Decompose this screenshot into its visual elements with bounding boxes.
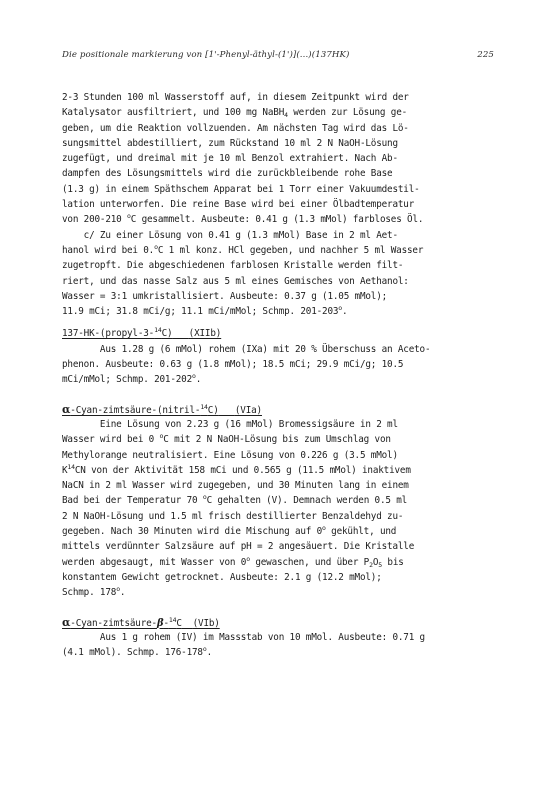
text-line: 11.9 mCi; 31.8 mCi/g; 11.1 mCi/mMol; Schmp. 201-203$^o$. bbox=[62, 304, 348, 318]
section-heading: α-Cyan-zimtsäure-(nitril-$^{14}$C) (VIa) bbox=[62, 402, 262, 416]
text-line: $K^{14}CN$ von der Aktivität 158 mCi und 0.565 g (11.5 mMol) inaktivem bbox=[62, 462, 411, 476]
text-line: Bad bei der Temperatur 70 $^o$C gehalten (V). Demnach werden 0.5 ml bbox=[62, 493, 408, 507]
body-text bbox=[62, 90, 502, 660]
text-line: zugefügt, und dreimal mit je 10 ml Benzol extrahiert. Nach Ab- bbox=[62, 153, 398, 165]
beta-symbol: β bbox=[156, 617, 164, 629]
text-line: geben, um die Reaktion vollzuenden. Am nächsten Tag wird das Lö- bbox=[62, 122, 409, 134]
text-line: lation unterworfen. Die reine Base wird bei einer Ölbadtemperatur bbox=[62, 199, 415, 211]
text-line: Wasser wird bei 0 $^o$C mit 2 N NaOH-Lösung bis zum Umschlag von bbox=[62, 432, 391, 446]
text-line: werden abgesaugt, mit Wasser von 0$^o$ gewaschen, und über $P_2O_5$ bis bbox=[62, 554, 404, 569]
text-line: Schmp. 178$^o$. bbox=[62, 585, 126, 599]
text-line: riert, und das nasse Salz aus 5 ml eines Gemisches von Aethanol: bbox=[62, 275, 409, 287]
text-line: zugetropft. Die abgeschiedenen farblosen Kristalle werden filt- bbox=[62, 260, 404, 272]
text-line: 2-3 Stunden 100 ml Wasserstoff auf, in diesem Zeitpunkt wird der bbox=[62, 92, 409, 103]
text-line: (1.3 g) in einem Späthschem Apparat bei 1 Torr einer Vakuumdestil- bbox=[62, 183, 420, 195]
text-line: mittels verdünnter Salzsäure auf pH = 2 angesäuert. Die Kristalle bbox=[62, 541, 415, 553]
text-line: phenon. Ausbeute: 0.63 g (1.8 mMol); 18.5 mCi; 29.9 mCi/g; 10.5 bbox=[62, 359, 404, 371]
text-line: Methylorange neutralisiert. Eine Lösung von 0.226 g (3.5 mMol) bbox=[62, 449, 398, 461]
running-header bbox=[62, 50, 494, 60]
text-line: sungsmittel abdestilliert, zum Rückstand 10 ml 2 N NaOH-Lösung bbox=[62, 137, 398, 149]
text-line: konstantem Gewicht getrocknet. Ausbeute: 2.1 g (12.2 mMol); bbox=[62, 571, 382, 583]
text-line: mCi/mMol; Schmp. 201-202$^o$. bbox=[62, 372, 202, 386]
text-line: NaCN in 2 ml Wasser wird zugegeben, und 30 Minuten lang in einem bbox=[62, 480, 409, 492]
text-line: Aus 1.28 g (6 mMol) rohem (IXa) mit 20 % Überschuss an Aceto- bbox=[62, 343, 431, 355]
section-heading: 137-HK-(propyl-3-$^{14}$C) (XIIb) bbox=[62, 326, 222, 340]
text-line: hanol wird bei 0.$^o$C 1 ml konz. HCl gegeben, und nachher 5 ml Wasser bbox=[62, 242, 424, 256]
text-line: 2 N NaOH-Lösung und 1.5 ml frisch destillierter Benzaldehyd zu- bbox=[62, 510, 404, 522]
page-number: 225 bbox=[477, 50, 494, 60]
text-line: Wasser = 3:1 umkristallisiert. Ausbeute: 0.37 g (1.05 mMol); bbox=[62, 290, 388, 302]
alpha-symbol: α bbox=[62, 615, 71, 629]
alpha-symbol: α bbox=[62, 402, 71, 416]
section-heading: α-Cyan-zimtsäure-β-$^{14}$C (VIb) bbox=[62, 615, 220, 629]
running-title: Die positionale markierung von [1'-Phenyl-äthyl-(1')](...)(137HK) bbox=[62, 50, 350, 60]
text-line: (4.1 mMol). Schmp. 176-178$^o$. bbox=[62, 645, 213, 659]
text-line: gegeben. Nach 30 Minuten wird die Mischung auf 0$^o$ gekühlt, und bbox=[62, 524, 397, 538]
text-line: c/ Zu einer Lösung von 0.41 g (1.3 mMol) Base in 2 ml Aet- bbox=[62, 229, 398, 241]
text-line: Aus 1 g rohem (IV) im Massstab von 10 mMol. Ausbeute: 0.71 g bbox=[62, 631, 425, 643]
text-line: von 200-210 $^o$C gesammelt. Ausbeute: 0.41 g (1.3 mMol) farbloses Öl. bbox=[62, 212, 424, 226]
text-line: Eine Lösung von 2.23 g (16 mMol) Bromessigsäure in 2 ml bbox=[62, 418, 398, 430]
text-line: dampfen des Lösungsmittels wird die zurückbleibende rohe Base bbox=[62, 168, 393, 180]
text-line: Katalysator ausfiltriert, und 100 mg NaBH$_4$ werden zur Lösung ge- bbox=[62, 107, 408, 120]
